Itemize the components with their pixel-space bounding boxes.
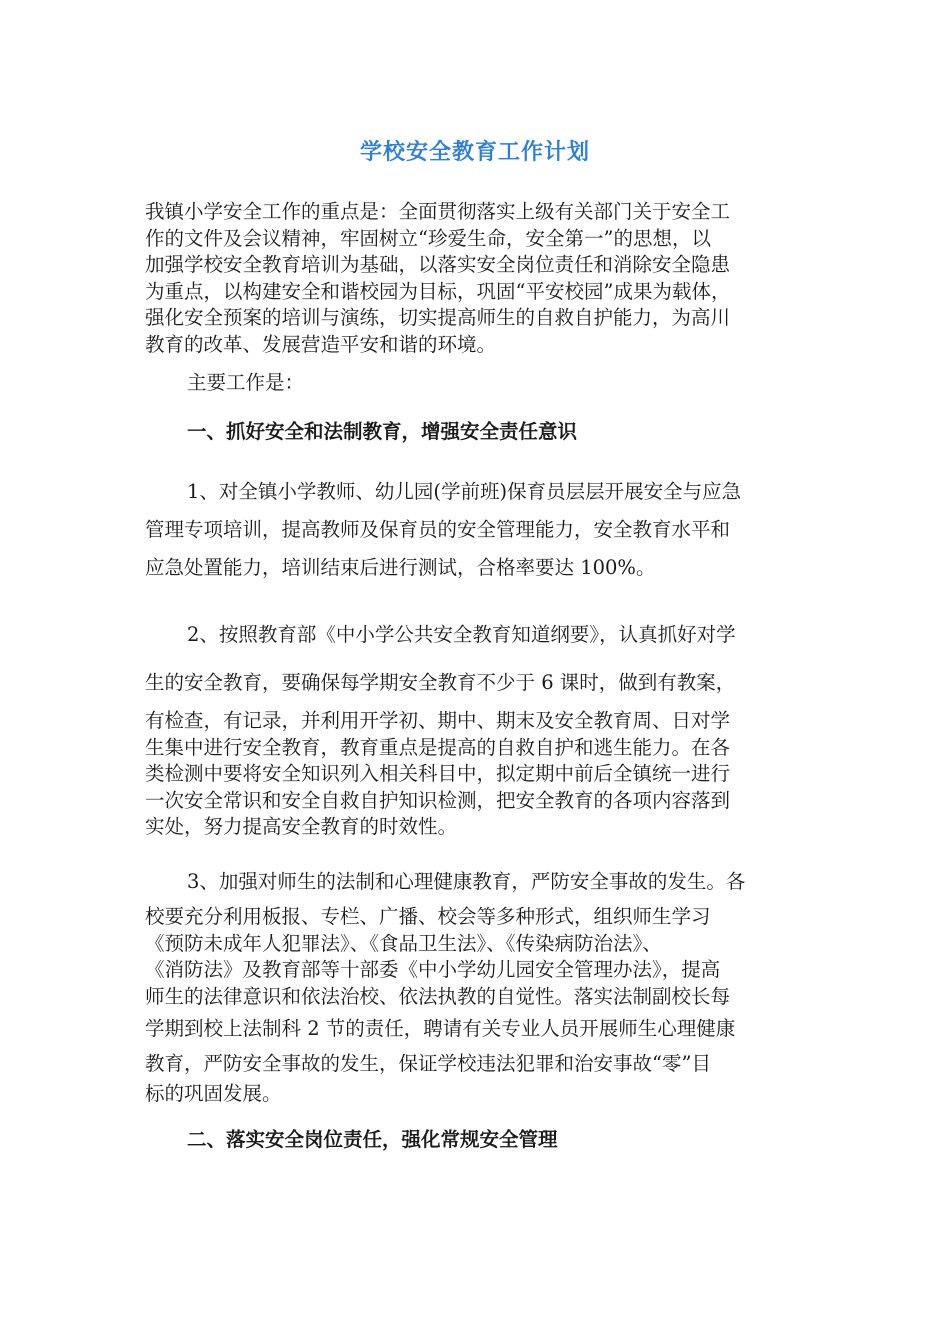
item-2-paragraph-second [145, 668, 805, 698]
text-line: 1、对全镇小学教师、幼儿园(学前班)保育员层层开展安全与应急 [187, 480, 742, 503]
text-line: 应急处置能力，培训结束后进行测试，合格率要达 100%。 [145, 556, 656, 579]
text-line: 3、加强对师生的法制和心理健康教育，严防安全事故的发生。各 [187, 870, 746, 893]
text-line: 《预防未成年人犯罪法》、《食品卫生法》、《传染病防治法》、 [145, 931, 662, 955]
text-line: 作的文件及会议精神，牢固树立“珍爱生命，安全第一”的思想，以 [145, 226, 711, 250]
text-line: 管理专项培训，提高教师及保育员的安全管理能力，安全教育水平和 [145, 518, 731, 541]
item-3-paragraph-end [145, 1081, 805, 1108]
text-line: 一次安全常识和安全自救自护知识检测，把安全教育的各项内容落到 [145, 788, 731, 812]
text-line: 师生的法律意识和依法治校、依法执教的自觉性。落实法制副校长每 [145, 984, 731, 1008]
item-2-paragraph-start [145, 620, 805, 650]
item-3-paragraph-later [145, 1011, 805, 1081]
heading-text: 一、抓好安全和法制教育，增强安全责任意识 [187, 420, 578, 443]
text-line: 强化安全预案的培训与演练，切实提高师生的自救自护能力，为高川 [145, 306, 731, 329]
text-line: 学期到校上法制科 2 节的责任，聘请有关专业人员开展师生心理健康 [145, 1017, 736, 1040]
heading-text: 二、落实安全岗位责任，强化常规安全管理 [187, 1128, 558, 1151]
text-line: 2、按照教育部《中小学公共安全教育知道纲要》，认真抓好对学 [187, 623, 736, 646]
text-line: 有检查，有记录，并利用开学初、期中、期末及安全教育周、日对学 [145, 709, 731, 732]
item-2-paragraph-rest [145, 708, 805, 841]
section-heading-2 [145, 1126, 805, 1154]
text-line: 生的安全教育，要确保每学期安全教育不少于 6 课时，做到有教案， [145, 671, 736, 694]
document-title: 学校安全教育工作计划 [359, 139, 590, 165]
text-line: 类检测中要将安全知识列入相关科目中，拟定期中前后全镇统一进行 [145, 762, 731, 785]
text-line: 为重点，以构建安全和谐校园为目标，巩固“平安校园”成果为载体， [145, 279, 731, 303]
text-line: 标的巩固发展。 [145, 1082, 282, 1105]
text-line: 教育，严防安全事故的发生，保证学校违法犯罪和治安事故“零”目 [145, 1052, 711, 1075]
text-line: 《消防法》及教育部等十部委《中小学幼儿园安全管理办法》，提高 [145, 958, 721, 981]
item-3-paragraph-start [145, 867, 805, 897]
text-line: 实处，努力提高安全教育的时效性。 [145, 815, 458, 838]
item-1-paragraph [145, 473, 805, 587]
text-line: 主要工作是： [187, 371, 305, 394]
section-heading-1 [145, 418, 805, 446]
text-line: 教育的改革、发展营造平安和谐的环境。 [145, 332, 497, 356]
text-line: 校要充分利用板报、专栏、广播、校会等多种形式，组织师生学习 [145, 905, 711, 928]
text-line: 生集中进行安全教育，教育重点是提高的自救自护和逃生能力。在各 [145, 735, 731, 759]
item-3-paragraph-middle [145, 904, 805, 1010]
text-line: 加强学校安全教育培训为基础，以落实安全岗位责任和消除安全隐患 [145, 253, 731, 276]
intro-paragraph [145, 199, 805, 358]
main-work-paragraph [145, 369, 805, 397]
text-line: 我镇小学安全工作的重点是：全面贯彻落实上级有关部门关于安全工 [145, 200, 731, 223]
